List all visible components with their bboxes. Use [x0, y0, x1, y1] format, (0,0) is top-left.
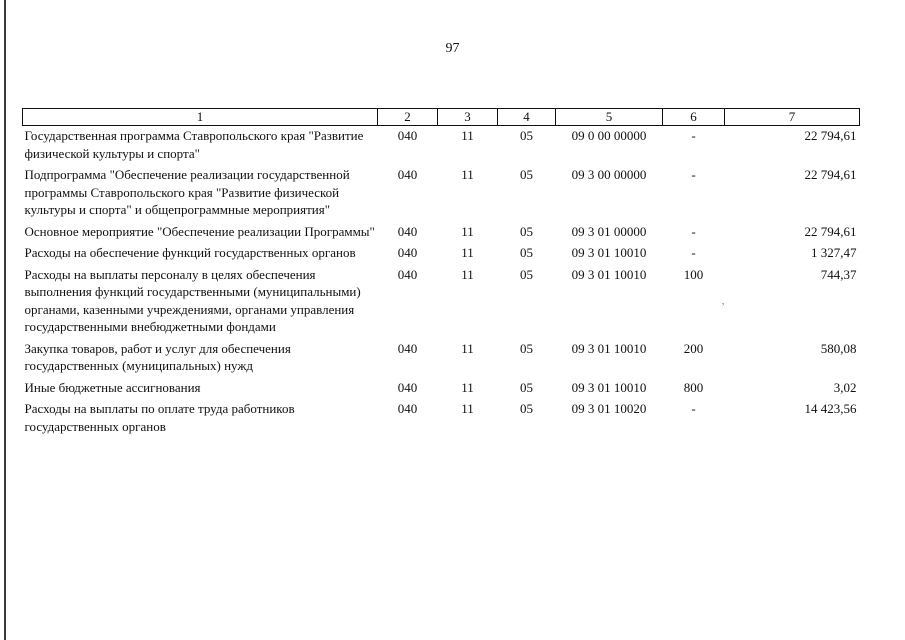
- target-article-code-cell: 09 3 01 10020: [571, 401, 647, 416]
- expense-type-code-cell: 100: [683, 266, 704, 282]
- section-code-cell: 11: [461, 245, 474, 260]
- amount-cell: 14 423,56: [804, 401, 857, 416]
- amount-cell: 1 327,47: [811, 245, 857, 260]
- item-name-cell: Расходы на обеспечение функций государственных органов: [24, 245, 356, 260]
- table-row: [23, 378, 860, 400]
- target-article-code-cell: 09 3 00 00000: [571, 167, 647, 182]
- target-article-code-cell: 09 3 01 10010: [571, 340, 647, 356]
- item-name-cell: Подпрограмма "Обеспечение реализации государственной программы Ставропольского края "Развитие физической культуры и спорта" и общепрограммные мероприятия": [24, 167, 350, 217]
- item-name-cell: Государственная программа Ставропольского края "Развитие физической культуры и спорта": [24, 128, 364, 161]
- ved-code-cell: 040: [397, 167, 418, 182]
- ved-code-cell: 040: [397, 245, 418, 260]
- column-header-2: 2: [378, 109, 438, 126]
- section-code-cell: 11: [461, 266, 474, 282]
- amount-cell: 22 794,61: [804, 128, 857, 143]
- ved-code-cell: 040: [397, 379, 418, 395]
- table-body: [23, 126, 860, 439]
- subsection-code-cell: 05: [520, 245, 533, 260]
- subsection-code-cell: 05: [520, 223, 533, 239]
- target-article-code-cell: 09 3 01 00000: [571, 223, 647, 239]
- subsection-code-cell: 05: [520, 167, 533, 182]
- subsection-code-cell: 05: [520, 340, 533, 356]
- column-header-6: 6: [663, 109, 725, 126]
- table-row: [23, 339, 860, 378]
- table-row: [23, 126, 860, 166]
- expense-type-code-cell: 800: [683, 379, 704, 395]
- section-code-cell: 11: [461, 167, 474, 182]
- left-margin-rule: [4, 0, 6, 640]
- column-header-4: 4: [498, 109, 556, 126]
- table-row: [23, 265, 860, 339]
- ved-code-cell: 040: [397, 340, 418, 356]
- target-article-code-cell: 09 3 01 10010: [571, 245, 647, 260]
- item-name-cell: Расходы на выплаты персоналу в целях обеспечения выполнения функций государственными (муниципальными) органами, казенными учреждениями, органами управления государственными внебюджетными фондами: [24, 266, 361, 334]
- amount-cell: 744,37: [820, 266, 857, 282]
- expense-type-code-cell: -: [691, 167, 696, 182]
- page-number: 97: [445, 41, 460, 56]
- item-name-cell: Закупка товаров, работ и услуг для обеспечения государственных (муниципальных) нужд: [24, 340, 291, 373]
- section-code-cell: 11: [461, 128, 474, 143]
- column-header-5: 5: [556, 109, 663, 126]
- amount-cell: 580,08: [820, 340, 857, 356]
- amount-cell: 3,02: [833, 379, 857, 395]
- header-row: [23, 109, 860, 126]
- column-header-7: 7: [725, 109, 860, 126]
- column-header-1: 1: [23, 109, 378, 126]
- ved-code-cell: 040: [397, 223, 418, 239]
- budget-table: [22, 108, 860, 438]
- table-row: [23, 399, 860, 438]
- table-row: [23, 222, 860, 244]
- expense-type-code-cell: -: [691, 128, 696, 143]
- ved-code-cell: 040: [397, 128, 418, 143]
- expense-type-code-cell: -: [691, 245, 696, 260]
- subsection-code-cell: 05: [520, 401, 533, 416]
- section-code-cell: 11: [461, 379, 474, 395]
- item-name-cell: Расходы на выплаты по оплате труда работников государственных органов: [24, 401, 295, 434]
- item-name-cell: Основное мероприятие "Обеспечение реализации Программы": [24, 223, 375, 239]
- target-article-code-cell: 09 3 01 10010: [571, 266, 647, 282]
- ved-code-cell: 040: [397, 266, 418, 282]
- item-name-cell: Иные бюджетные ассигнования: [24, 379, 201, 395]
- section-code-cell: 11: [461, 401, 474, 416]
- section-code-cell: 11: [461, 340, 474, 356]
- subsection-code-cell: 05: [520, 266, 533, 282]
- section-code-cell: 11: [461, 223, 474, 239]
- column-header-3: 3: [438, 109, 498, 126]
- amount-cell: 22 794,61: [804, 223, 857, 239]
- expense-type-code-cell: -: [691, 223, 696, 239]
- table-row: [23, 243, 860, 265]
- ved-code-cell: 040: [397, 401, 418, 416]
- expense-type-code-cell: -: [691, 401, 696, 416]
- subsection-code-cell: 05: [520, 379, 533, 395]
- amount-cell: 22 794,61: [804, 167, 857, 182]
- target-article-code-cell: 09 0 00 00000: [571, 128, 647, 143]
- expense-type-code-cell: 200: [683, 340, 704, 356]
- subsection-code-cell: 05: [520, 128, 533, 143]
- target-article-code-cell: 09 3 01 10010: [571, 379, 647, 395]
- scan-mark: ,: [722, 296, 725, 306]
- table-row: [23, 165, 860, 222]
